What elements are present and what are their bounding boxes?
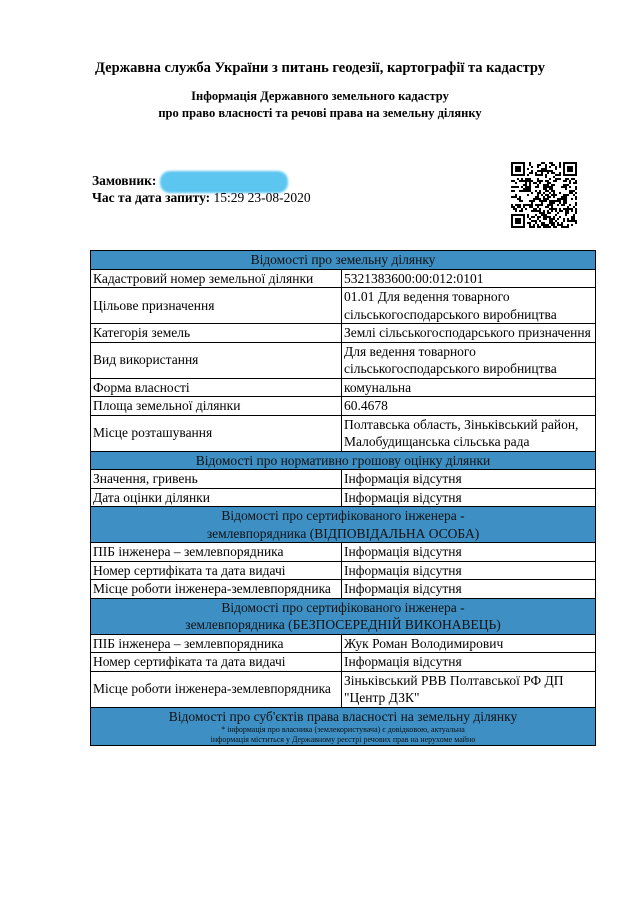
row-value: Землі сільськогосподарського призначення	[342, 324, 596, 343]
row-value: Полтавська область, Зіньківський район, Малобудищанська сільська рада	[342, 415, 596, 451]
cadastre-info-table	[90, 250, 596, 746]
customer-label: Замовник:	[92, 173, 157, 189]
table-row	[91, 543, 596, 562]
row-value: Для ведення товарного сільськогосподарського виробництва	[342, 342, 596, 378]
section-title	[91, 598, 596, 634]
row-label: Дата оцінки ділянки	[91, 488, 342, 507]
row-label: Номер сертифіката та дата видачі	[91, 561, 342, 580]
datetime-label: Час та дата запиту:	[92, 190, 211, 205]
table-row	[91, 415, 596, 451]
table-row	[91, 653, 596, 672]
row-label: Місце роботи інженера-землевпорядника	[91, 580, 342, 599]
row-value: Інформація відсутня	[342, 470, 596, 489]
row-label: Цільове призначення	[91, 288, 342, 324]
row-label: Значення, гривень	[91, 470, 342, 489]
table-row	[91, 671, 596, 707]
section-title	[91, 707, 596, 746]
subtitle-line-1: Інформація Державного земельного кадастру	[191, 89, 449, 103]
request-datetime-row	[92, 190, 311, 206]
section-header-engineer-executor	[91, 598, 596, 634]
section-header-land	[91, 251, 596, 270]
table-row	[91, 561, 596, 580]
row-value: 60.4678	[342, 397, 596, 416]
row-label: ПІБ інженера – землевпорядника	[91, 634, 342, 653]
table-row	[91, 580, 596, 599]
row-label: Номер сертифіката та дата видачі	[91, 653, 342, 672]
rights-note-line-1: * інформація про власника (землекористувача) є довідковою, актуальна	[221, 725, 465, 734]
section-title-line-2: землевпорядника (БЕЗПОСЕРЕДНІЙ ВИКОНАВЕЦЬ)	[185, 617, 501, 632]
section-title: Відомості про нормативно грошову оцінку ділянки	[91, 451, 596, 470]
rights-note-line-2: інформація міститься у Державному реєстрі речових прав на нерухоме майно	[210, 735, 476, 744]
section-title	[91, 507, 596, 543]
row-label: Категорія земель	[91, 324, 342, 343]
document-title: Державна служба України з питань геодезії, картографії та кадастру	[94, 60, 546, 76]
table-row	[91, 488, 596, 507]
table-row	[91, 634, 596, 653]
row-label: Вид використання	[91, 342, 342, 378]
subtitle-line-2: про право власності та речові права на земельну ділянку	[158, 106, 482, 120]
document-subtitle	[0, 88, 640, 122]
row-label: Місце розташування	[91, 415, 342, 451]
table-row	[91, 269, 596, 288]
table-row	[91, 470, 596, 489]
row-value: Інформація відсутня	[342, 653, 596, 672]
row-value: Інформація відсутня	[342, 488, 596, 507]
row-value: Зіньківський РВВ Полтавської РФ ДП "Центр ДЗК"	[342, 671, 596, 707]
datetime-value: 15:29 23-08-2020	[213, 190, 311, 205]
section-header-valuation	[91, 451, 596, 470]
table-row	[91, 397, 596, 416]
section-title: Відомості про земельну ділянку	[91, 251, 596, 270]
table-row	[91, 288, 596, 324]
row-label: ПІБ інженера – землевпорядника	[91, 543, 342, 562]
section-header-engineer-responsible	[91, 507, 596, 543]
row-label: Місце роботи інженера-землевпорядника	[91, 671, 342, 707]
row-value: Жук Роман Володимирович	[342, 634, 596, 653]
table-row	[91, 324, 596, 343]
row-value: 5321383600:00:012:0101	[342, 269, 596, 288]
row-label: Форма власності	[91, 378, 342, 397]
row-value: 01.01 Для ведення товарного сільськогосподарського виробництва	[342, 288, 596, 324]
row-value: Інформація відсутня	[342, 561, 596, 580]
section-title-text: Відомості про суб'єктів права власності на земельну ділянку	[168, 708, 518, 724]
row-value: комунальна	[342, 378, 596, 397]
table-row	[91, 342, 596, 378]
row-label: Кадастровий номер земельної ділянки	[91, 269, 342, 288]
section-title-line-1: Відомості про сертифікованого інженера -	[221, 508, 465, 523]
section-title-line-1: Відомості про сертифікованого інженера -	[221, 599, 465, 615]
section-title-line-2: землевпорядника (ВІДПОВІДАЛЬНА ОСОБА)	[206, 525, 480, 541]
row-value: Інформація відсутня	[342, 543, 596, 562]
row-value: Інформація відсутня	[342, 580, 596, 599]
table-row	[91, 378, 596, 397]
section-header-rights	[91, 707, 596, 746]
row-label: Площа земельної ділянки	[91, 397, 342, 416]
qr-code-icon	[511, 162, 577, 228]
